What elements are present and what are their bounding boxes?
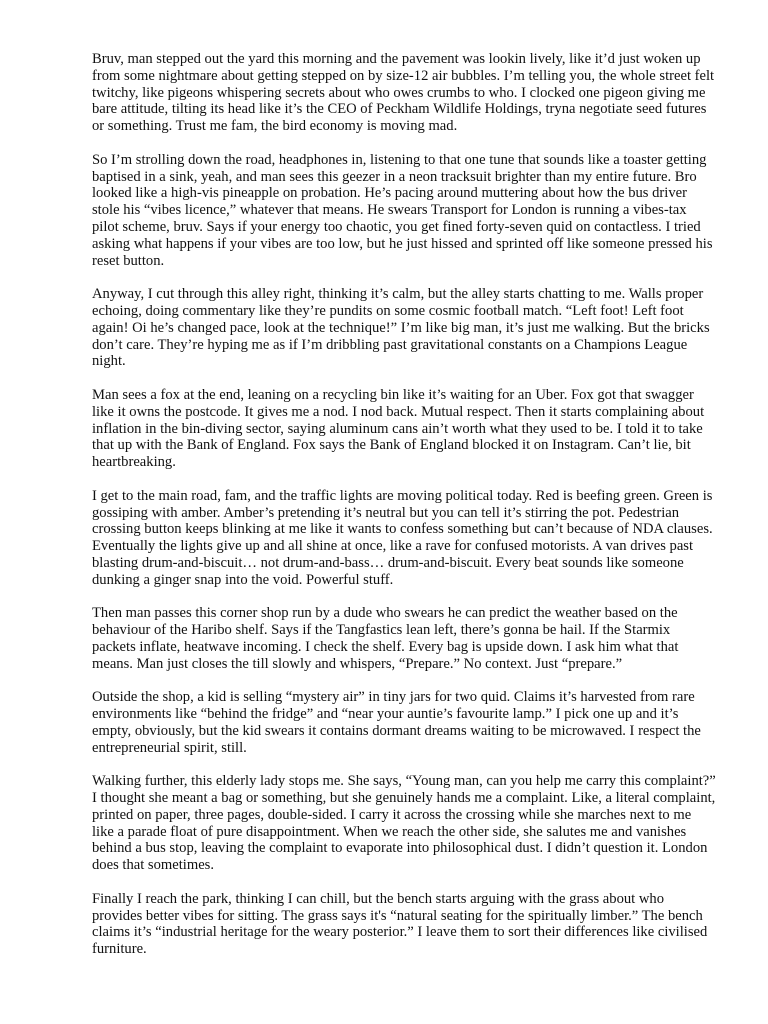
paragraph-1: Bruv, man stepped out the yard this morning and the pavement was lookin lively, like it’d just woken up from some nightmare about getting stepped on by size-12 air bubbles. I’m telling you, the whole street felt twitchy, like pigeons whispering secrets about who owes crumbs to who. I clocked one pigeon giving me bare attitude, tilting its head like it’s the CEO of Peckham Wildlife Holdings, tryna negotiate seed futures or something. Trust me fam, the bird economy is moving mad.: [92, 51, 715, 135]
paragraph-9: Finally I reach the park, thinking I can chill, but the bench starts arguing with the grass about who provides better vibes for sitting. The grass says it's “natural seating for the spiritually limber.” The bench claims it’s “industrial heritage for the weary posterior.” I leave them to sort their differences like civilised furniture.: [92, 890, 708, 958]
document-page: [92, 51, 716, 958]
paragraph-7: Outside the shop, a kid is selling “mystery air” in tiny jars for two quid. Claims it’s harvested from rare environments like “behind the fridge” and “near your auntie’s favourite lamp.” I pick one up and it’s empty, obviously, but the kid swears it contains dormant dreams waiting to be microwaved. I respect the entrepreneurial spirit, still.: [92, 689, 701, 756]
paragraph-3: Anyway, I cut through this alley right, thinking it’s calm, but the alley starts chatting to me. Walls proper echoing, doing commentary like they’re pundits on some cosmic football match. “Left foot! Left foot again! Oi he’s changed pace, look at the technique!” I’m like big man, it’s just me walking. But the bricks don’t care. They’re hyping me as if I’m dribbling past gravitational constants on a Champions League night.: [92, 286, 710, 370]
paragraph-2: So I’m strolling down the road, headphones in, listening to that one tune that sounds like a toaster getting baptised in a sink, yeah, and man sees this geezer in a neon tracksuit brighter than my entire future. Bro looked like a high-vis pineapple on probation. He’s pacing around muttering about how the bus driver stole his “vibes licence,” whatever that means. He swears Transport for London is running a vibes-tax pilot scheme, bruv. Says if your energy too chaotic, you get fined forty-seven quid on contactless. I tried asking what happens if your vibes are too low, but he just hissed and sprinted off like someone pressed his reset button.: [92, 151, 713, 269]
paragraph-6: Then man passes this corner shop run by a dude who swears he can predict the weather based on the behaviour of the Haribo shelf. Says if the Tangfastics lean left, there’s gonna be hail. If the Starmix packets inflate, heatwave incoming. I check the shelf. Every bag is upside down. I ask him what that means. Man just closes the till slowly and whispers, “Prepare.” No context. Just “prepare.”: [92, 605, 679, 672]
paragraph-5: I get to the main road, fam, and the traffic lights are moving political today. Red is beefing green. Green is gossiping with amber. Amber’s pretending it’s neutral but you can tell it’s stirring the pot. Pedestrian crossing button keeps blinking at me like it wants to confess something but can’t because of NDA clauses. Eventually the lights give up and all shine at once, like a rave for confused motorists. A van drives past blasting drum-and-biscuit… not drum-and-bass… drum-and-biscuit. Every beat sounds like someone dunking a ginger snap into the void. Powerful stuff.: [92, 487, 713, 588]
paragraph-4: Man sees a fox at the end, leaning on a recycling bin like it’s waiting for an Uber. Fox got that swagger like it owns the postcode. It gives me a nod. I nod back. Mutual respect. Then it starts complaining about inflation in the bin-diving sector, saying aluminum cans ain’t worth what they used to be. I told it to take that up with the Bank of England. Fox says the Bank of England blocked it on Instagram. Can’t lie, bit heartbreaking.: [92, 386, 705, 471]
paragraph-8: Walking further, this elderly lady stops me. She says, “Young man, can you help me carry this complaint?” I thought she meant a bag or something, but she genuinely hands me a complaint. Like, a literal complaint, printed on paper, three pages, double-sided. I carry it across the crossing while she marches next to me like a parade float of pure disappointment. When we reach the other side, she salutes me and vanishes behind a bus stop, leaving the complaint to evaporate into philosophical dust. I didn’t question it. London does that sometimes.: [92, 773, 716, 874]
